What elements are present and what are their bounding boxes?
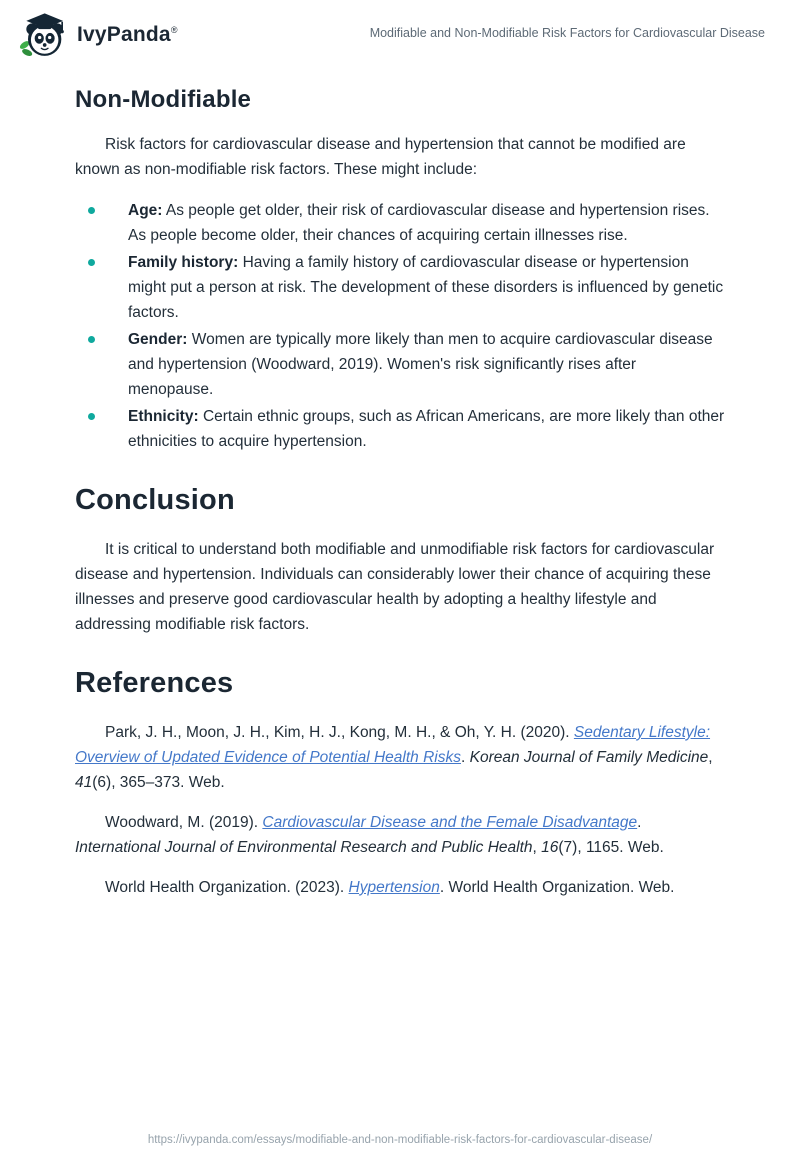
reference-journal: International Journal of Environmental Research and Public Health [75,839,533,856]
list-item-text: Having a family history of cardiovascular disease or hypertension might put a person at risk. The development of these disorders is influenced by genetic factors. [128,254,724,321]
reference-text: World Health Organization. (2023). [105,879,349,896]
bullet-icon [88,336,95,343]
reference-text: , [708,749,713,766]
reference-volume: 41 [75,774,93,791]
reference-text: Woodward, M. (2019). [105,814,263,831]
document-header-title: Modifiable and Non-Modifiable Risk Factors for Cardiovascular Disease [369,26,765,40]
page-footer-url: https://ivypanda.com/essays/modifiable-and-non-modifiable-risk-factors-for-cardiovascular-disease/ [147,1134,653,1146]
list-item-gender [75,327,725,402]
reference-text: . [637,814,642,831]
risk-factor-list [75,198,725,454]
list-item-ethnicity [75,404,725,454]
list-item-text: Certain ethnic groups, such as African Americans, are more likely than other ethnicities to acquire hypertension. [128,408,725,450]
list-item-label: Gender: [128,331,188,348]
panda-logo-icon [18,10,68,60]
page-header [0,0,800,64]
reference-text: . World Health Organization. Web. [439,879,675,896]
heading-conclusion: Conclusion [75,484,235,516]
reference-text: Park, J. H., Moon, J. H., Kim, H. J., Kong, M. H., & Oh, Y. H. (2020). [105,724,574,741]
bullet-icon [88,413,95,420]
intro-paragraph: Risk factors for cardiovascular disease and hypertension that cannot be modified are known as non-modifiable risk factors. These might include: [75,136,686,178]
reference-link[interactable]: Sedentary Lifestyle: Overview of Updated Evidence of Potential Health Risks [75,724,711,766]
reference-link[interactable]: Hypertension [348,879,440,896]
list-item-family-history [75,250,725,325]
list-item-text: Women are typically more likely than men to acquire cardiovascular disease and hypertension (Woodward, 2019). Women's risk significantly rises after menopause. [128,331,713,398]
reference-text: (6), 365–373. Web. [92,774,225,791]
list-item-label: Family history: [128,254,239,271]
heading-non-modifiable: Non-Modifiable [75,86,252,113]
reference-text: (7), 1165. Web. [558,839,664,856]
ivypanda-logo[interactable] [18,10,178,60]
list-item-label: Ethnicity: [128,408,199,425]
heading-references: References [75,667,234,699]
bullet-icon [88,259,95,266]
list-item-age [75,198,725,248]
reference-text: , [532,839,542,856]
reference-entry [75,875,725,900]
conclusion-paragraph: It is critical to understand both modifiable and unmodifiable risk factors for cardiovascular disease and hypertension. Individuals can considerably lower their chance of acquiring these illnesses and preserve good cardiovascular health by adopting a healthy lifestyle and addressing modifiable risk factors. [75,541,715,633]
reference-volume: 16 [541,839,559,856]
reference-text: . [460,749,470,766]
list-item-text: As people get older, their risk of cardiovascular disease and hypertension rises. As people become older, their chances of acquiring certain illnesses rise. [128,202,710,244]
reference-entry [75,810,725,860]
list-item-label: Age: [128,202,163,219]
registered-mark: ® [170,25,178,35]
reference-entry [75,720,725,795]
document-body [0,64,800,900]
brand-name: IvyPanda® [77,23,178,46]
reference-journal: Korean Journal of Family Medicine [469,749,709,766]
bullet-icon [88,207,95,214]
reference-link[interactable]: Cardiovascular Disease and the Female Disadvantage [262,814,638,831]
